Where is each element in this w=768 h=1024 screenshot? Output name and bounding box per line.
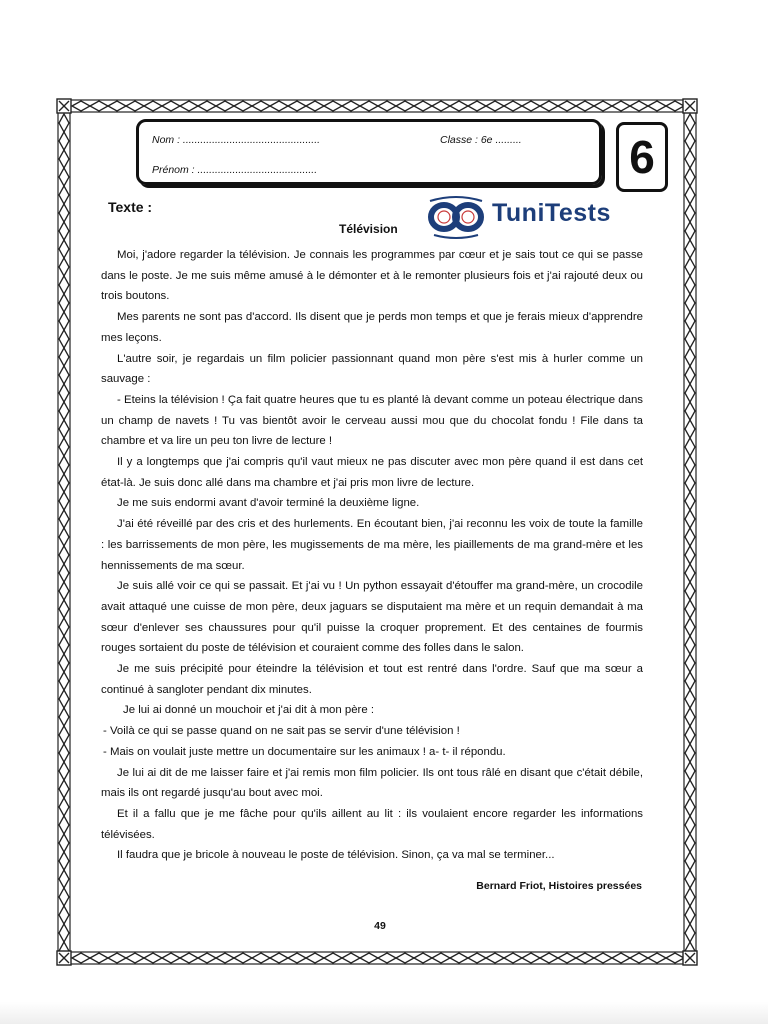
paragraph: Je suis allé voir ce qui se passait. Et j'ai vu ! Un python essayait d'étouffer ma grand-mère, un crocodile avait attaqué une cuisse de mon père, deux jaguars se disputaient ma mère et un requin demandait à ma sœur d'enlever ses chaussures pour qu'il puisse la croquer proprement. Et des centaines de fourmis rouges sortaient du poste de télévision et couraient comme des folles dans le salon. xyxy=(101,580,643,655)
paragraph: Moi, j'adore regarder la télévision. Je connais les programmes par cœur et je sais tout ce qui se passe dans le poste. Je me suis même amusé à le démonter et à le remonter plusieurs fois et j'ai rajouté deux ou trois boutons. xyxy=(101,249,643,303)
paragraph: Mes parents ne sont pas d'accord. Ils disent que je perds mon temps et que je ferais mieux d'apprendre mes leçons. xyxy=(101,311,643,344)
paragraph: Je lui ai dit de me laisser faire et j'ai remis mon film policier. Ils ont tous râlé en disant que c'était débile, mais ils ont regardé jusqu'au bout avec moi. xyxy=(101,766,643,800)
prenom-field[interactable]: Prénom : ......................................... xyxy=(152,164,318,176)
dialogue-line: - Mais on voulait juste mettre un documentaire sur les animaux ! a- t- il répondu. xyxy=(103,745,506,758)
author-signature: Bernard Friot, Histoires pressées xyxy=(476,880,642,892)
paragraph: - Eteins la télévision ! Ça fait quatre heures que tu es planté là devant comme un poteau électrique dans un champ de navets ! Tu vas bientôt avoir le cerveau aussi mou que du chocolat fondu ! File dans ta chambre et va lire un peu ton livre de lecture ! xyxy=(101,393,643,448)
story-text xyxy=(101,245,643,866)
section-heading: Texte : xyxy=(108,199,153,215)
infinity-logo-icon xyxy=(424,195,488,239)
paragraph: Il y a longtemps que j'ai compris qu'il vaut mieux ne pas discuter avec mon père quand il est dans cet état-là. Je suis donc allé dans ma chambre et j'ai pris mon livre de lecture. xyxy=(101,456,643,489)
paragraph: Et il a fallu que je me fâche pour qu'ils aillent au lit : ils voulaient encore regarder les informations télévisées. xyxy=(101,807,643,841)
text-title: Télévision xyxy=(339,222,398,236)
logo-text: TuniTests xyxy=(492,199,611,227)
dialogue-line: - Voilà ce qui se passe quand on ne sait pas se servir d'une télévision ! xyxy=(103,725,460,738)
classe-field[interactable]: Classe : 6e ......... xyxy=(440,134,522,146)
page-bottom-shadow xyxy=(0,1002,768,1024)
paragraph: Je me suis endormi avant d'avoir terminé la deuxième ligne. xyxy=(117,497,420,510)
paragraph: Il faudra que je bricole à nouveau le poste de télévision. Sinon, ça va mal se terminer... xyxy=(117,849,555,862)
paragraph: Je me suis précipité pour éteindre la télévision et tout est rentré dans l'ordre. Sauf que ma sœur a continué à sangloter pendant dix minutes. xyxy=(101,663,643,696)
page-number: 49 xyxy=(374,920,386,932)
paragraph: Je lui ai donné un mouchoir et j'ai dit à mon père : xyxy=(123,704,375,717)
level-badge: 6 xyxy=(616,122,668,192)
paragraph: L'autre soir, je regardais un film policier passionnant quand mon père s'est mis à hurler comme un sauvage : xyxy=(101,352,643,386)
tunitests-logo xyxy=(424,195,634,239)
paragraph: J'ai été réveillé par des cris et des hurlements. En écoutant bien, j'ai reconnu les voix de toute la famille : les barrissements de mon père, les mugissements de ma mère, les piaillements de ma grand-mère et les hennissements de ma sœur. xyxy=(101,518,643,572)
nom-field[interactable]: Nom : ............................................... xyxy=(152,134,321,146)
